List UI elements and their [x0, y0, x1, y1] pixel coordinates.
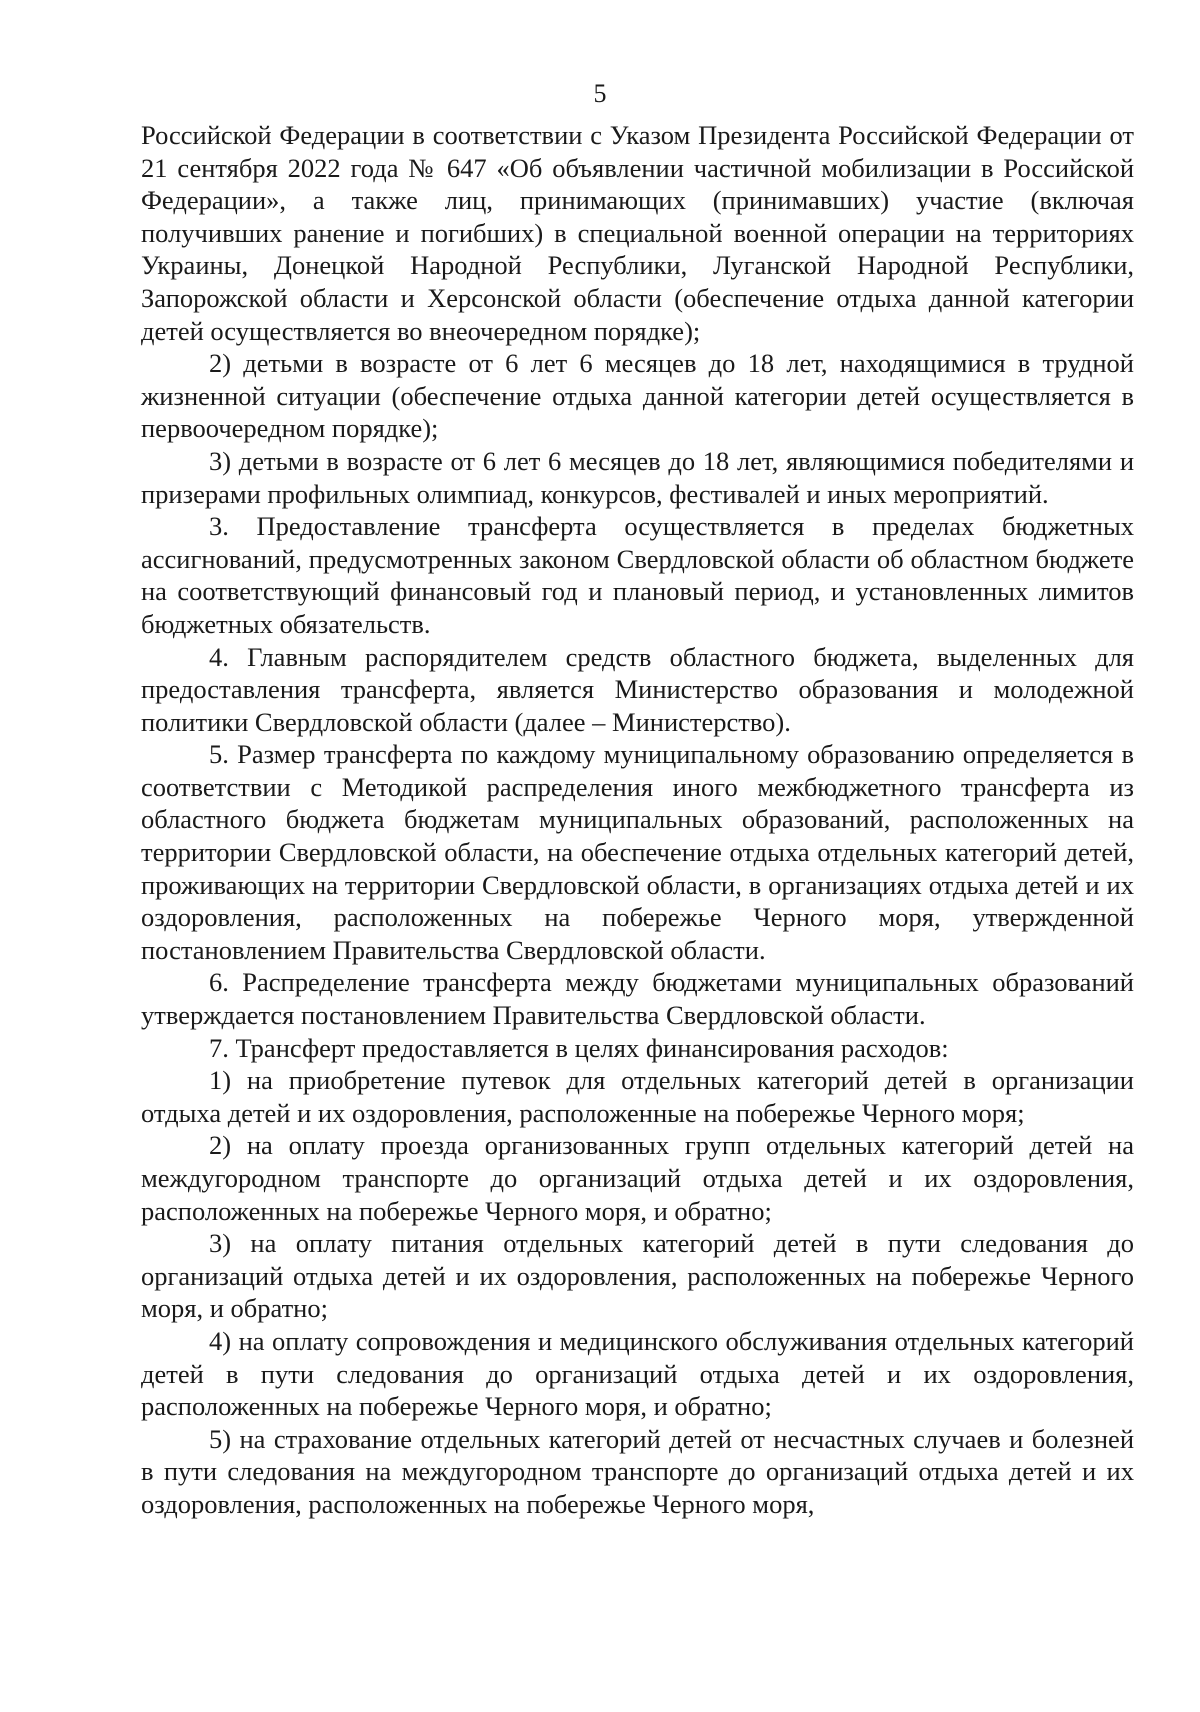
paragraph-3: 3) детьми в возрасте от 6 лет 6 месяцев до 18 лет, являющимися победителями и призерами профильных олимпиад, конкурсов, фестивалей и иных мероприятий. [141, 445, 1134, 509]
paragraph-7: 6. Распределение трансферта между бюджетами муниципальных образований утверждается постановлением Правительства Свердловской области. [141, 967, 1134, 1031]
paragraph-8: 7. Трансферт предоставляется в целях финансирования расходов: [209, 1032, 949, 1063]
document-body [141, 119, 1134, 1521]
paragraph-1: Российской Федерации в соответствии с Указом Президента Российской Федерации от 21 сентября 2022 года № 647 «Об объявлении частичной мобилизации в Российской Федерации», а также лиц, принимающих (принимавших) участие (включая получивших ранение и погибших) в специальной военной операции на территориях Украины, Донецкой Народной Республики, Луганской Народной Республики, Запорожской области и Херсонской области (обеспечение отдыха данной категории детей осуществляется во внеочередном порядке); [141, 120, 1134, 346]
paragraph-5: 4. Главным распорядителем средств областного бюджета, выделенных для предоставления трансферта, является Министерство образования и молодежной политики Свердловской области (далее – Министерство). [141, 641, 1134, 737]
paragraph-6: 5. Размер трансферта по каждому муниципальному образованию определяется в соответствии с Методикой распределения иного межбюджетного трансферта из областного бюджета бюджетам муниципальных образований, расположенных на территории Свердловской области, на обеспечение отдыха отдельных категорий детей, проживающих на территории Свердловской области, в организациях отдыха детей и их оздоровления, расположенных на побережье Черного моря, утвержденной постановлением Правительства Свердловской области. [141, 739, 1134, 965]
paragraph-9: 1) на приобретение путевок для отдельных категорий детей в организации отдыха детей и их оздоровления, расположенные на побережье Черного моря; [141, 1065, 1134, 1128]
paragraph-10: 2) на оплату проезда организованных групп отдельных категорий детей на междугородном транспорте до организаций отдыха детей и их оздоровления, расположенных на побережье Черного моря, и обратно; [141, 1130, 1134, 1226]
paragraph-12: 4) на оплату сопровождения и медицинского обслуживания отдельных категорий детей в пути следования до организаций отдыха детей и их оздоровления, расположенных на побережье Черного моря, и обратно; [141, 1325, 1134, 1422]
paragraph-11: 3) на оплату питания отдельных категорий детей в пути следования до организаций отдыха детей и их оздоровления, расположенных на побережье Черного моря, и обратно; [141, 1228, 1134, 1324]
paragraph-2: 2) детьми в возрасте от 6 лет 6 месяцев до 18 лет, находящимися в трудной жизненной ситуации (обеспечение отдыха данной категории детей осуществляется в первоочередном порядке); [141, 348, 1134, 444]
paragraph-4: 3. Предоставление трансферта осуществляется в пределах бюджетных ассигнований, предусмотренных законом Свердловской области об областном бюджете на соответствующий финансовый год и плановый период, и установленных лимитов бюджетных обязательств. [141, 511, 1134, 639]
page-number: 5 [593, 79, 607, 108]
paragraph-13: 5) на страхование отдельных категорий детей от несчастных случаев и болезней в пути следования на междугородном транспорте до организаций отдыха детей и их оздоровления, расположенных на побережье Черного моря, [141, 1423, 1134, 1519]
